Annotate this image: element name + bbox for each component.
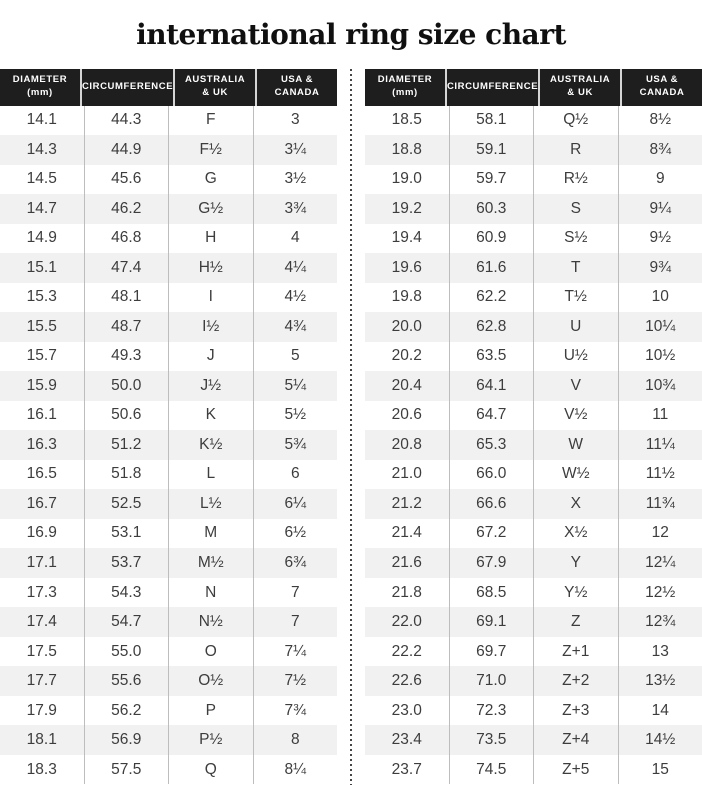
cell-circumference: 66.6 — [449, 489, 534, 519]
cell-circumference: 74.5 — [449, 755, 534, 785]
table-row — [365, 666, 702, 696]
cell-usa-canada: 11¾ — [618, 489, 702, 519]
table-row — [0, 371, 337, 401]
cell-diameter: 15.1 — [0, 253, 84, 283]
header-line: & UK — [567, 87, 593, 100]
table-row — [365, 578, 702, 608]
cell-aus-uk: R½ — [533, 165, 618, 195]
cell-usa-canada: 7½ — [253, 666, 338, 696]
cell-aus-uk: M — [168, 519, 253, 549]
table-row — [365, 607, 702, 637]
cell-aus-uk: N½ — [168, 607, 253, 637]
cell-aus-uk: R — [533, 135, 618, 165]
cell-circumference: 53.7 — [84, 548, 169, 578]
cell-aus-uk: Q½ — [533, 106, 618, 136]
table-row — [0, 548, 337, 578]
cell-circumference: 73.5 — [449, 725, 534, 755]
table-row — [365, 401, 702, 431]
cell-diameter: 17.4 — [0, 607, 84, 637]
cell-circumference: 60.9 — [449, 224, 534, 254]
cell-aus-uk: S½ — [533, 224, 618, 254]
cell-diameter: 14.1 — [0, 106, 84, 136]
cell-usa-canada: 5 — [253, 342, 338, 372]
cell-diameter: 22.0 — [365, 607, 449, 637]
table-row — [365, 165, 702, 195]
cell-usa-canada: 6 — [253, 460, 338, 490]
cell-usa-canada: 6¾ — [253, 548, 338, 578]
cell-usa-canada: 8 — [253, 725, 338, 755]
cell-usa-canada: 7¼ — [253, 637, 338, 667]
cell-usa-canada: 12¼ — [618, 548, 702, 578]
cell-aus-uk: K — [168, 401, 253, 431]
cell-usa-canada: 3½ — [253, 165, 338, 195]
table-row — [0, 253, 337, 283]
cell-aus-uk: L½ — [168, 489, 253, 519]
table-row — [0, 283, 337, 313]
cell-diameter: 16.3 — [0, 430, 84, 460]
cell-diameter: 23.7 — [365, 755, 449, 785]
cell-usa-canada: 10¾ — [618, 371, 702, 401]
table-row — [365, 371, 702, 401]
cell-circumference: 50.6 — [84, 401, 169, 431]
table-row — [0, 135, 337, 165]
table-row — [0, 578, 337, 608]
cell-usa-canada: 4 — [253, 224, 338, 254]
cell-circumference: 48.1 — [84, 283, 169, 313]
cell-circumference: 56.2 — [84, 696, 169, 726]
cell-circumference: 50.0 — [84, 371, 169, 401]
cell-circumference: 49.3 — [84, 342, 169, 372]
cell-circumference: 64.1 — [449, 371, 534, 401]
cell-diameter: 17.7 — [0, 666, 84, 696]
cell-circumference: 45.6 — [84, 165, 169, 195]
cell-circumference: 44.3 — [84, 106, 169, 136]
cell-aus-uk: G½ — [168, 194, 253, 224]
cell-aus-uk: X — [533, 489, 618, 519]
header-cell-australia-uk — [173, 69, 255, 106]
table-body-left — [0, 106, 337, 785]
table-row — [365, 106, 702, 136]
cell-usa-canada: 9¾ — [618, 253, 702, 283]
header-cell-diameter — [0, 69, 80, 106]
table-row — [365, 224, 702, 254]
cell-circumference: 65.3 — [449, 430, 534, 460]
table-body-right — [365, 106, 702, 785]
cell-aus-uk: Y — [533, 548, 618, 578]
table-row — [365, 755, 702, 785]
cell-diameter: 17.3 — [0, 578, 84, 608]
cell-diameter: 19.2 — [365, 194, 449, 224]
table-row — [0, 489, 337, 519]
table-row — [0, 460, 337, 490]
table-row — [365, 489, 702, 519]
table-row — [365, 194, 702, 224]
cell-usa-canada: 12½ — [618, 578, 702, 608]
table-row — [0, 607, 337, 637]
cell-aus-uk: O — [168, 637, 253, 667]
cell-diameter: 16.5 — [0, 460, 84, 490]
cell-aus-uk: P — [168, 696, 253, 726]
cell-usa-canada: 9 — [618, 165, 702, 195]
cell-aus-uk: X½ — [533, 519, 618, 549]
dotted-divider — [350, 69, 352, 785]
cell-circumference: 51.2 — [84, 430, 169, 460]
cell-usa-canada: 3¼ — [253, 135, 338, 165]
cell-circumference: 46.2 — [84, 194, 169, 224]
table-row — [365, 253, 702, 283]
cell-usa-canada: 12 — [618, 519, 702, 549]
cell-diameter: 21.0 — [365, 460, 449, 490]
cell-aus-uk: V — [533, 371, 618, 401]
header-line: DIAMETER — [378, 74, 432, 87]
cell-diameter: 22.6 — [365, 666, 449, 696]
cell-diameter: 18.1 — [0, 725, 84, 755]
cell-aus-uk: Q — [168, 755, 253, 785]
cell-usa-canada: 7 — [253, 578, 338, 608]
cell-diameter: 21.4 — [365, 519, 449, 549]
table-row — [365, 637, 702, 667]
table-row — [0, 165, 337, 195]
cell-circumference: 64.7 — [449, 401, 534, 431]
header-line: CIRCUMFERENCE — [82, 81, 173, 94]
ring-size-table-left — [0, 69, 337, 785]
header-line: (mm) — [27, 87, 53, 100]
cell-diameter: 17.5 — [0, 637, 84, 667]
cell-diameter: 16.1 — [0, 401, 84, 431]
cell-aus-uk: G — [168, 165, 253, 195]
cell-circumference: 62.8 — [449, 312, 534, 342]
cell-circumference: 58.1 — [449, 106, 534, 136]
cell-diameter: 19.0 — [365, 165, 449, 195]
cell-aus-uk: L — [168, 460, 253, 490]
cell-circumference: 67.2 — [449, 519, 534, 549]
cell-circumference: 61.6 — [449, 253, 534, 283]
header-cell-circumference — [80, 69, 173, 106]
header-cell-usa-canada — [255, 69, 337, 106]
cell-aus-uk: S — [533, 194, 618, 224]
header-cell-usa-canada — [620, 69, 702, 106]
cell-circumference: 67.9 — [449, 548, 534, 578]
cell-usa-canada: 13½ — [618, 666, 702, 696]
cell-aus-uk: Y½ — [533, 578, 618, 608]
cell-diameter: 21.8 — [365, 578, 449, 608]
cell-aus-uk: W — [533, 430, 618, 460]
cell-circumference: 44.9 — [84, 135, 169, 165]
table-row — [0, 106, 337, 136]
cell-diameter: 14.7 — [0, 194, 84, 224]
cell-diameter: 18.3 — [0, 755, 84, 785]
cell-usa-canada: 9¼ — [618, 194, 702, 224]
cell-diameter: 20.8 — [365, 430, 449, 460]
header-row — [365, 69, 702, 106]
cell-diameter: 14.9 — [0, 224, 84, 254]
table-row — [0, 755, 337, 785]
cell-aus-uk: P½ — [168, 725, 253, 755]
table-row — [365, 283, 702, 313]
table-row — [0, 637, 337, 667]
cell-aus-uk: U — [533, 312, 618, 342]
header-line: AUSTRALIA — [185, 74, 245, 87]
cell-aus-uk: F½ — [168, 135, 253, 165]
table-gap — [337, 69, 365, 785]
table-row — [365, 725, 702, 755]
cell-circumference: 69.7 — [449, 637, 534, 667]
table-row — [365, 342, 702, 372]
table-row — [365, 519, 702, 549]
header-line: USA & — [281, 74, 313, 87]
cell-aus-uk: F — [168, 106, 253, 136]
cell-diameter: 17.1 — [0, 548, 84, 578]
cell-usa-canada: 4½ — [253, 283, 338, 313]
table-row — [0, 194, 337, 224]
cell-aus-uk: K½ — [168, 430, 253, 460]
cell-diameter: 18.8 — [365, 135, 449, 165]
cell-diameter: 23.4 — [365, 725, 449, 755]
cell-aus-uk: O½ — [168, 666, 253, 696]
cell-circumference: 55.0 — [84, 637, 169, 667]
header-line: DIAMETER — [13, 74, 67, 87]
cell-usa-canada: 8¼ — [253, 755, 338, 785]
cell-diameter: 19.6 — [365, 253, 449, 283]
cell-diameter: 15.7 — [0, 342, 84, 372]
table-row — [0, 696, 337, 726]
cell-usa-canada: 10½ — [618, 342, 702, 372]
cell-diameter: 16.9 — [0, 519, 84, 549]
cell-usa-canada: 5¼ — [253, 371, 338, 401]
cell-usa-canada: 4¼ — [253, 253, 338, 283]
cell-diameter: 22.2 — [365, 637, 449, 667]
cell-diameter: 20.6 — [365, 401, 449, 431]
header-line: CANADA — [275, 87, 320, 100]
table-row — [365, 548, 702, 578]
cell-diameter: 21.2 — [365, 489, 449, 519]
header-line: AUSTRALIA — [550, 74, 610, 87]
cell-aus-uk: H — [168, 224, 253, 254]
cell-diameter: 15.5 — [0, 312, 84, 342]
cell-diameter: 19.8 — [365, 283, 449, 313]
cell-aus-uk: Z+2 — [533, 666, 618, 696]
cell-diameter: 14.3 — [0, 135, 84, 165]
cell-aus-uk: J — [168, 342, 253, 372]
header-cell-circumference — [445, 69, 538, 106]
cell-circumference: 68.5 — [449, 578, 534, 608]
header-cell-diameter — [365, 69, 445, 106]
cell-usa-canada: 5¾ — [253, 430, 338, 460]
cell-circumference: 57.5 — [84, 755, 169, 785]
cell-aus-uk: J½ — [168, 371, 253, 401]
table-row — [365, 696, 702, 726]
cell-usa-canada: 8½ — [618, 106, 702, 136]
cell-aus-uk: Z+1 — [533, 637, 618, 667]
cell-aus-uk: Z+4 — [533, 725, 618, 755]
header-row — [0, 69, 337, 106]
table-row — [0, 342, 337, 372]
cell-usa-canada: 13 — [618, 637, 702, 667]
cell-usa-canada: 8¾ — [618, 135, 702, 165]
cell-aus-uk: M½ — [168, 548, 253, 578]
header-line: CANADA — [640, 87, 685, 100]
cell-diameter: 23.0 — [365, 696, 449, 726]
table-row — [0, 401, 337, 431]
cell-diameter: 21.6 — [365, 548, 449, 578]
cell-circumference: 47.4 — [84, 253, 169, 283]
cell-diameter: 15.3 — [0, 283, 84, 313]
tables-layout — [0, 69, 702, 785]
cell-circumference: 54.7 — [84, 607, 169, 637]
cell-aus-uk: H½ — [168, 253, 253, 283]
header-line: CIRCUMFERENCE — [447, 81, 538, 94]
cell-circumference: 71.0 — [449, 666, 534, 696]
header-line: USA & — [646, 74, 678, 87]
table-row — [0, 519, 337, 549]
cell-aus-uk: W½ — [533, 460, 618, 490]
table-row — [365, 135, 702, 165]
cell-usa-canada: 4¾ — [253, 312, 338, 342]
cell-usa-canada: 11¼ — [618, 430, 702, 460]
cell-circumference: 66.0 — [449, 460, 534, 490]
table-row — [0, 430, 337, 460]
cell-diameter: 20.4 — [365, 371, 449, 401]
table-row — [0, 666, 337, 696]
cell-usa-canada: 6¼ — [253, 489, 338, 519]
table-row — [365, 460, 702, 490]
cell-aus-uk: U½ — [533, 342, 618, 372]
cell-diameter: 20.2 — [365, 342, 449, 372]
cell-aus-uk: Z+3 — [533, 696, 618, 726]
ring-size-table-right — [365, 69, 702, 785]
table-row — [0, 725, 337, 755]
table-row — [0, 312, 337, 342]
cell-circumference: 72.3 — [449, 696, 534, 726]
cell-circumference: 54.3 — [84, 578, 169, 608]
cell-circumference: 62.2 — [449, 283, 534, 313]
cell-circumference: 52.5 — [84, 489, 169, 519]
page-title: international ring size chart — [0, 19, 702, 50]
cell-diameter: 15.9 — [0, 371, 84, 401]
cell-diameter: 19.4 — [365, 224, 449, 254]
cell-usa-canada: 5½ — [253, 401, 338, 431]
cell-usa-canada: 15 — [618, 755, 702, 785]
cell-usa-canada: 10¼ — [618, 312, 702, 342]
header-line: (mm) — [392, 87, 418, 100]
cell-circumference: 46.8 — [84, 224, 169, 254]
cell-usa-canada: 3¾ — [253, 194, 338, 224]
cell-circumference: 59.1 — [449, 135, 534, 165]
cell-circumference: 56.9 — [84, 725, 169, 755]
cell-aus-uk: T — [533, 253, 618, 283]
cell-usa-canada: 12¾ — [618, 607, 702, 637]
cell-usa-canada: 11 — [618, 401, 702, 431]
cell-diameter: 16.7 — [0, 489, 84, 519]
cell-circumference: 69.1 — [449, 607, 534, 637]
cell-diameter: 18.5 — [365, 106, 449, 136]
table-row — [0, 224, 337, 254]
cell-circumference: 53.1 — [84, 519, 169, 549]
header-cell-australia-uk — [538, 69, 620, 106]
cell-circumference: 59.7 — [449, 165, 534, 195]
cell-usa-canada: 6½ — [253, 519, 338, 549]
cell-usa-canada: 7 — [253, 607, 338, 637]
table-row — [365, 312, 702, 342]
cell-usa-canada: 7¾ — [253, 696, 338, 726]
cell-aus-uk: T½ — [533, 283, 618, 313]
table-row — [365, 430, 702, 460]
cell-circumference: 55.6 — [84, 666, 169, 696]
cell-usa-canada: 14½ — [618, 725, 702, 755]
cell-usa-canada: 10 — [618, 283, 702, 313]
cell-circumference: 48.7 — [84, 312, 169, 342]
cell-circumference: 60.3 — [449, 194, 534, 224]
cell-aus-uk: V½ — [533, 401, 618, 431]
cell-diameter: 20.0 — [365, 312, 449, 342]
cell-aus-uk: I½ — [168, 312, 253, 342]
cell-aus-uk: N — [168, 578, 253, 608]
cell-aus-uk: Z+5 — [533, 755, 618, 785]
header-line: & UK — [202, 87, 228, 100]
cell-usa-canada: 11½ — [618, 460, 702, 490]
cell-usa-canada: 3 — [253, 106, 338, 136]
cell-diameter: 17.9 — [0, 696, 84, 726]
cell-usa-canada: 9½ — [618, 224, 702, 254]
cell-usa-canada: 14 — [618, 696, 702, 726]
cell-circumference: 63.5 — [449, 342, 534, 372]
cell-aus-uk: I — [168, 283, 253, 313]
cell-diameter: 14.5 — [0, 165, 84, 195]
cell-circumference: 51.8 — [84, 460, 169, 490]
cell-aus-uk: Z — [533, 607, 618, 637]
